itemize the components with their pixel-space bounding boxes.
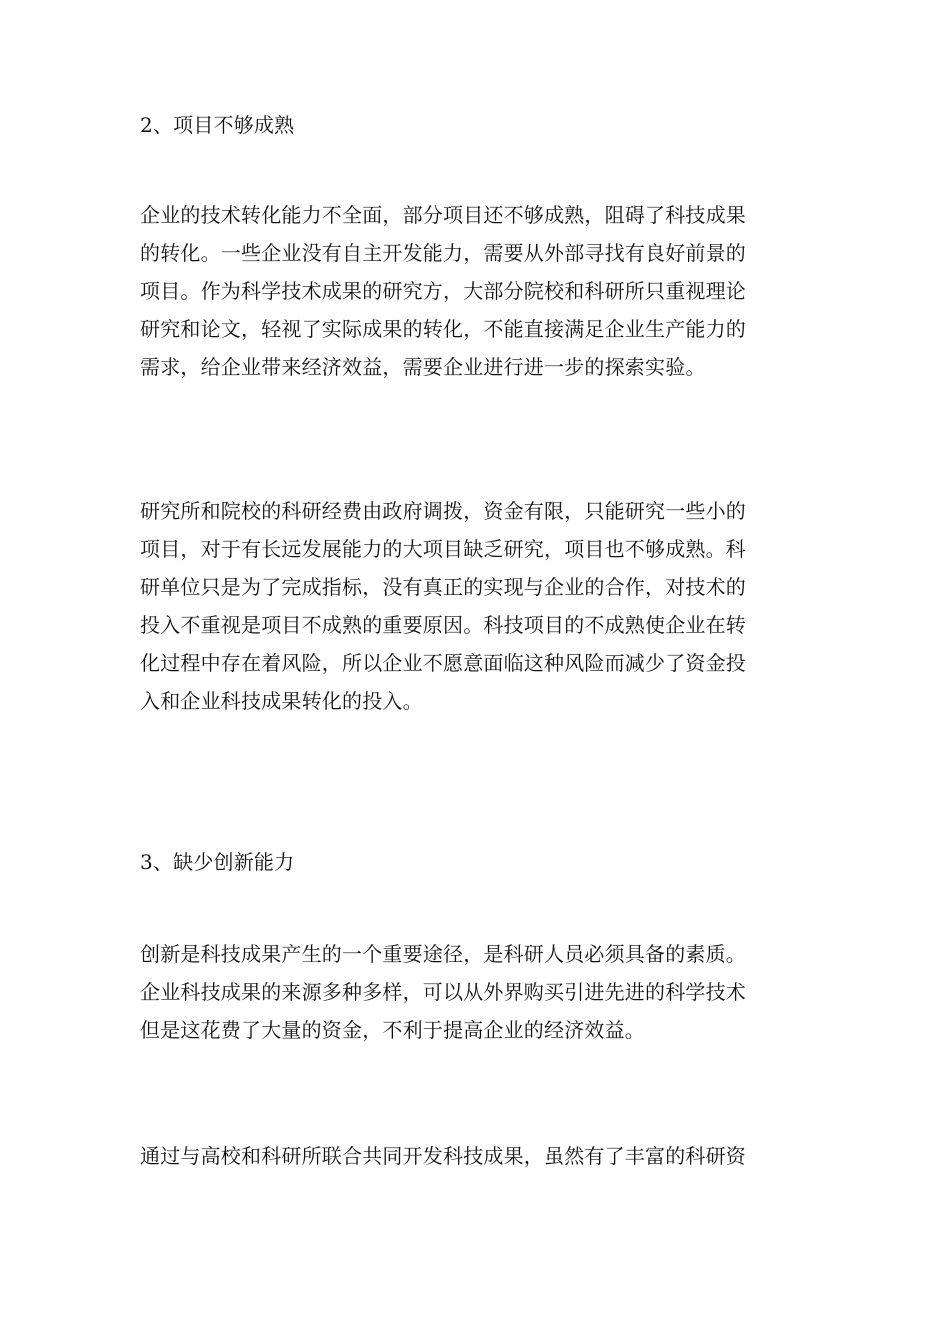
paragraph — [140, 935, 820, 1049]
paragraph — [140, 492, 820, 720]
paragraph — [140, 1137, 820, 1175]
paragraph-line: 研究和论文，轻视了实际成果的转化，不能直接满足企业生产能力的 — [140, 317, 746, 341]
paragraph-line: 需求，给企业带来经济效益，需要企业进行进一步的探索实验。 — [140, 355, 706, 379]
section-heading — [140, 106, 820, 144]
paragraph-line: 的转化。一些企业没有自主开发能力，需要从外部寻找有良好前景的 — [140, 241, 746, 265]
paragraph-line: 研单位只是为了完成指标，没有真正的实现与企业的合作，对技术的 — [140, 575, 746, 599]
paragraph-line: 企业科技成果的来源多种多样，可以从外界购买引进先进的科学技术 — [140, 980, 746, 1004]
paragraph-line: 但是这花费了大量的资金，不利于提高企业的经济效益。 — [140, 1018, 645, 1042]
paragraph — [140, 196, 820, 386]
paragraph-line: 研究所和院校的科研经费由政府调拨，资金有限，只能研究一些小的 — [140, 499, 746, 523]
paragraph-line: 投入不重视是项目不成熟的重要原因。科技项目的不成熟使企业在转 — [140, 613, 746, 637]
paragraph-line: 通过与高校和科研所联合共同开发科技成果，虽然有了丰富的科研资 — [140, 1144, 746, 1168]
paragraph-line: 项目。作为科学技术成果的研究方，大部分院校和科研所只重视理论 — [140, 279, 746, 303]
heading-text: 2、项目不够成熟 — [140, 113, 295, 137]
paragraph-line: 项目，对于有长远发展能力的大项目缺乏研究，项目也不够成熟。科 — [140, 537, 746, 561]
section-heading — [140, 843, 820, 881]
paragraph-line: 创新是科技成果产生的一个重要途径，是科研人员必须具备的素质。 — [140, 942, 746, 966]
paragraph-line: 企业的技术转化能力不全面，部分项目还不够成熟，阻碍了科技成果 — [140, 203, 746, 227]
paragraph-line: 入和企业科技成果转化的投入。 — [140, 689, 423, 713]
paragraph-line: 化过程中存在着风险，所以企业不愿意面临这种风险而减少了资金投 — [140, 651, 746, 675]
heading-text: 3、缺少创新能力 — [140, 850, 295, 874]
